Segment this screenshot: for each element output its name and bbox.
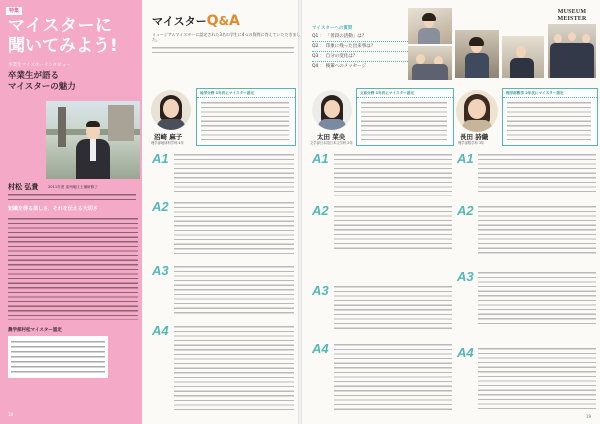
person-3-info [502, 88, 598, 146]
col3-a3-text [478, 270, 596, 326]
col2-a1: A1 [312, 151, 329, 166]
bottom-label: 農学部村松マイスター認定 [8, 328, 62, 333]
col3-a1-text [478, 152, 596, 194]
col2-a3: A3 [312, 283, 329, 298]
question-1: Q1 ： 「普段の活動」は？ [312, 32, 408, 42]
col3-a1: A1 [457, 151, 474, 166]
col3-a2: A2 [457, 203, 474, 218]
person-2-badge: 文系分野 1年次にマイスター認定 [360, 91, 414, 95]
left-page-number: 18 [8, 412, 14, 417]
interview-title-2: マイスターの魅力 [8, 82, 76, 92]
qa-heading-amp: & [218, 14, 230, 28]
col1-a2-text [174, 200, 294, 256]
col3-a2-text [478, 204, 596, 256]
interviewee-photo [46, 101, 140, 179]
person-3-badge: 理学部数学 2年次にマイスター認定 [506, 91, 564, 95]
qa-heading-text: マイスター [152, 15, 207, 28]
question-2: Q2 ： 印象に残った出来事は？ [312, 42, 408, 52]
col3-a4: A4 [457, 345, 474, 360]
event-photo-3 [455, 30, 499, 78]
person-2-info [356, 88, 454, 146]
person-1-name: 沼崎 麻子 [154, 133, 183, 141]
bottom-info-box [8, 336, 108, 378]
question-4: Q4 ： 後輩へのメッセージ [312, 64, 366, 69]
headline-line-2: 聞いてみよう! [8, 36, 118, 56]
questions-label: マイスターへの質問 [312, 26, 353, 31]
col2-a1-text [334, 152, 452, 196]
right-page-number: 19 [586, 414, 592, 419]
col1-a3-text [174, 264, 294, 316]
interview-title-1: 卒業生が語る [8, 71, 60, 81]
person-3-name: 長田 詩織 [460, 133, 489, 141]
col1-a3: A3 [152, 263, 169, 278]
person-1-sub: 理学部地球科学科 4年 [151, 141, 184, 145]
question-3: Q3 ： 自分の変化は？ [312, 52, 408, 62]
headline-line-1: マイスターに [8, 16, 113, 36]
col2-a3-text [334, 284, 452, 330]
person-1-badge: 地学分野 1年次にマイスター認定 [200, 91, 254, 95]
qa-intro-more [152, 45, 294, 55]
col3-a4-text [478, 346, 596, 410]
qa-heading-a: A [229, 13, 240, 29]
event-photo-2 [408, 46, 452, 80]
qa-heading [152, 14, 240, 29]
col1-a4: A4 [152, 323, 169, 338]
col2-a4-text [334, 342, 452, 410]
person-2-name: 太田 菜央 [317, 133, 346, 141]
person-3-sub: 理学部数学科 3年 [458, 141, 485, 145]
person-1-info [196, 88, 296, 146]
col1-a1-text [174, 152, 294, 192]
intro-lead: 知識を得る楽しさ、それを伝える大切さ [8, 206, 98, 212]
col1-a4-text [174, 324, 294, 410]
portrait-2 [312, 90, 352, 130]
interview-body [8, 216, 138, 320]
event-photo-1 [408, 8, 452, 44]
qa-intro: ミュージアムマイスターに認定された3名の学生に4つの質問に答えていただきました。 [152, 32, 301, 43]
person-2-sub: 文学部日本語日本文学科 2年 [310, 141, 353, 145]
page-gutter [298, 0, 302, 424]
museum-name: MUSEUM MEISTER [557, 9, 587, 22]
col2-a4: A4 [312, 341, 329, 356]
interviewee-bio [8, 192, 136, 201]
portrait-3 [456, 90, 498, 132]
interviewee-year: 2011年度 遠州地区土壌研修了 [48, 185, 98, 189]
col2-a2: A2 [312, 203, 329, 218]
group-photo [548, 24, 596, 78]
section-label: 卒業生マイスターインタビュー [8, 63, 71, 68]
col2-a2-text [334, 204, 452, 252]
event-photo-4 [502, 36, 544, 78]
interviewee-name: 村松 弘貴 [8, 183, 39, 191]
questions-box [312, 26, 408, 78]
feature-tag: 特集 [6, 7, 22, 15]
col1-a2: A2 [152, 199, 169, 214]
col1-a1: A1 [152, 151, 169, 166]
portrait-1 [151, 90, 191, 130]
col3-a3: A3 [457, 269, 474, 284]
qa-heading-q: Q [206, 13, 219, 29]
